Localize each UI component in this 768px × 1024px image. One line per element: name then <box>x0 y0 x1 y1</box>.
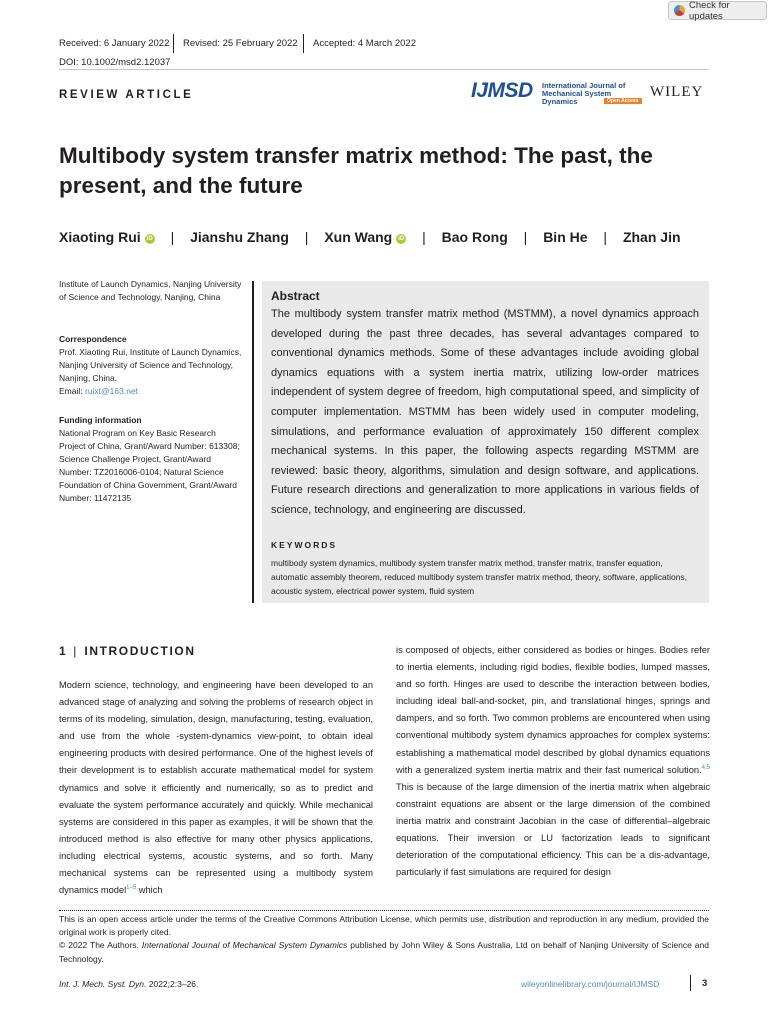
journal-abbrev: Int. J. Mech. Syst. Dyn. <box>59 979 147 989</box>
author-name[interactable]: Zhan Jin <box>622 229 681 245</box>
journal-name: International Journal of Mechanical System Dynamics <box>542 81 626 106</box>
author-separator: | <box>170 229 175 245</box>
license-text: This is an open access article under the terms of the Creative Commons Attribution License, which permits use, distribution and reproduction in any medium, provided the original work is properly cited. <box>59 914 709 938</box>
author-separator: | <box>603 229 608 245</box>
body-text: is composed of objects, either considered as bodies or hinges. Bodies refer to inertia elements, including rigid bodies, flexible bodies, lumped masses, and so forth. Hinges are used to describe the interaction between bodies, including ideal ball-and-socket, pin, and translational hinges, springs and dampers, and so forth. Two common problems are encountered when using conventional multibody system dynamics approaches for complex systems: establishing a mathematical model described by global dynamics equations with a generalized system inertia matrix and their fast numerical solution. <box>396 645 710 775</box>
crossmark-icon <box>674 5 685 16</box>
doi[interactable]: DOI: 10.1002/msd2.12037 <box>59 57 171 68</box>
keywords-heading: KEYWORDS <box>271 540 338 550</box>
page-number: 3 <box>702 978 708 989</box>
article-title: Multibody system transfer matrix method: The past, the present, and the future <box>59 143 653 198</box>
license-note <box>59 913 709 966</box>
copyright-prefix: © 2022 The Authors. <box>59 940 142 951</box>
keywords-text: multibody system dynamics, multibody system transfer matrix method, transfer matrix, transfer equation, automatic assembly theorem, reduced multibody system transfer matrix method, theory, software, applications, acoustic system, electrical power system, fluid system <box>271 558 688 596</box>
author-name[interactable]: Xun Wang <box>324 229 393 245</box>
footnote-rule <box>59 910 709 911</box>
abstract-text: The multibody system transfer matrix method (MSTMM), a novel dynamics approach developed during the past three decades, has several advantages compared to conventional dynamics methods. Some of these advantages include avoiding global dynamics equations with a system inertia matrix, utilizing low-order matrices independent of system degree of freedom, high computational speed, and simplicity of computer implementation. MSTMM has been widely used in computer modeling, simulations, and performance evaluation of approximately 150 different complex mechanical systems. In this paper, the following aspects regarding MSTMM are reviewed: basic theory, algorithms, simulation and design software, and applications. Future research directions and generalization to more applications in various fields of science, technology, and engineering are discussed. <box>271 308 699 516</box>
section-heading <box>59 644 196 658</box>
author-name[interactable]: Bao Rong <box>441 229 508 245</box>
body-text: which <box>136 885 163 896</box>
header-divider <box>303 34 304 53</box>
section-separator: | <box>73 644 77 658</box>
author-name[interactable]: Bin He <box>543 229 588 245</box>
email-link[interactable]: ruixt@163.net <box>84 386 139 396</box>
email-label: Email: <box>59 386 85 396</box>
open-access-badge: Open Access <box>604 98 642 104</box>
correspondence-heading: Correspondence <box>59 334 127 344</box>
author-name[interactable]: Jianshu Zhang <box>190 229 289 245</box>
journal-logo[interactable]: IJMSD <box>471 79 533 102</box>
author-list <box>59 229 681 245</box>
abstract-heading: Abstract <box>271 289 320 303</box>
affiliation: Institute of Launch Dynamics, Nanjing University of Science and Technology, Nanjing, China <box>59 279 242 302</box>
copyright-text <box>59 939 709 965</box>
footer-citation <box>59 979 198 989</box>
revised-date: Revised: 25 February 2022 <box>183 38 298 49</box>
author-separator: | <box>422 229 426 245</box>
accepted-date: Accepted: 4 March 2022 <box>313 38 416 49</box>
funding-text: National Program on Key Basic Research Project of China, Grant/Award Number: 613308; Science Challenge Project, Grant/Award Number: TZ2016006-0104; Natural Science Foundation of China Government, Grant/Award Number: 11472135 <box>59 428 240 503</box>
publisher-logo[interactable]: WILEY <box>650 84 704 100</box>
section-number: 1 <box>59 644 68 658</box>
copyright-suffix: published by John Wiley & Sons Australia, Ltd on behalf of Nanjing University of Science and Technology. <box>59 940 709 964</box>
correspondence-text: Prof. Xiaoting Rui, Institute of Launch Dynamics, Nanjing University of Science and Technology, Nanjing, China. <box>59 347 242 383</box>
funding-heading: Funding information <box>59 415 142 425</box>
body-column-left <box>59 677 373 899</box>
header-divider <box>173 34 174 53</box>
check-for-updates-label: Check for updates <box>689 0 730 22</box>
author-name[interactable]: Xiaoting Rui <box>59 229 141 245</box>
orcid-icon[interactable]: iD <box>398 236 405 242</box>
section-title: INTRODUCTION <box>84 644 196 658</box>
check-for-updates-button[interactable] <box>668 1 767 20</box>
body-text: This is because of the large dimension of the inertia matrix when algebraic constraint equations are absent or the large dimension of the combined inertia matrix and constraint Jacobian in the case of differential–algebraic equations. Their inversion or LU factorization leads to significant deterioration of the computational efficiency. This can be a dis-advantage, particularly if fast simulations are required for design <box>396 781 710 878</box>
body-text: Modern science, technology, and engineering have been developed to an advanced stage of analyzing and solving the problems of research object in terms of its modeling, simulation, design, manufacturing, testing, evaluation, and use from the whole -system-dynamics view-point, to obtain ideal engineering products with desired performance. One of the highest levels of their development is to establish accurate mathematical model for system dynamics and solve it efficiently and numerically, so as to predict and evaluate the system performance accurately and quickly. While mechanical systems are considered in this paper as examples, it will be shown that the introduced method is also effective for many other physics applications, including electrical systems, acoustic systems, and so forth. Many mechanical systems can be represented using a multibody system dynamics model <box>59 680 373 896</box>
received-date: Received: 6 January 2022 <box>59 38 170 49</box>
orcid-icon[interactable]: iD <box>146 236 153 242</box>
header-rule <box>59 69 709 70</box>
body-column-right <box>396 642 710 881</box>
author-separator: | <box>304 229 309 245</box>
citation-ref[interactable]: 4,5 <box>701 764 710 771</box>
journal-name-italic: International Journal of Mechanical System Dynamics <box>141 940 348 951</box>
funding-block <box>59 414 244 505</box>
article-type: REVIEW ARTICLE <box>59 89 194 101</box>
journal-url-link[interactable]: wileyonlinelibrary.com/journal/IJMSD <box>521 979 660 989</box>
column-divider <box>252 281 254 603</box>
footer-divider <box>690 975 691 991</box>
correspondence-email-line <box>59 385 244 398</box>
volume-pages: 2022;2:3–26. <box>146 979 199 989</box>
citation-ref[interactable]: 1–5 <box>126 885 137 892</box>
correspondence-block <box>59 333 244 398</box>
author-separator: | <box>523 229 528 245</box>
